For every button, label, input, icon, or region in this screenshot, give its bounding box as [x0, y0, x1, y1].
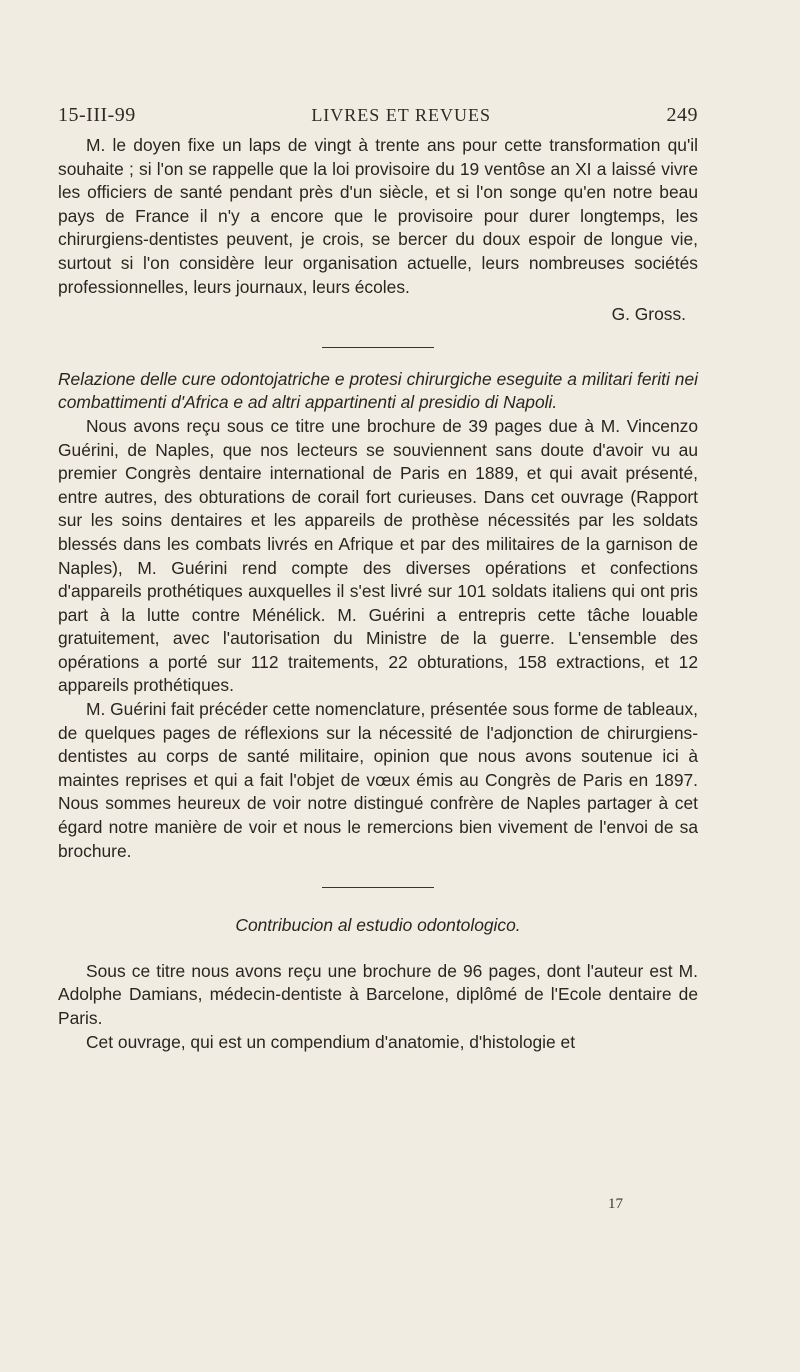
review-title-relazione: Relazione delle cure odontojatriche e protesi chirurgiche eseguite a militari feriti nei combattimenti d'Africa e ad altri appartinenti al presidio di Napoli.: [58, 368, 698, 413]
page-number: 249: [666, 104, 698, 126]
section-divider: [322, 347, 434, 348]
section3-paragraph-1: Sous ce titre nous avons reçu une brochure de 96 pages, dont l'auteur est M. Adolphe Damians, médecin-dentiste à Barcelone, diplômé de l'Ecole dentaire de Paris.: [58, 960, 698, 1028]
section3-paragraph-2: Cet ouvrage, qui est un compendium d'anatomie, d'histologie et: [86, 1031, 576, 1052]
author-signature: G. Gross.: [611, 304, 686, 325]
printer-signature-mark: 17: [608, 1196, 623, 1212]
running-header: [58, 104, 698, 134]
article-body: [58, 134, 698, 1054]
section2-paragraph-1: Nous avons reçu sous ce titre une brochure de 39 pages due à M. Vincenzo Guérini, de Naples, que nos lecteurs se souviennent sans doute d'avoir vu au premier Congrès dentaire international de Paris en 1889, et qui avait présenté, entre autres, des obturations de corail fort curieuses. Dans cet ouvrage (Rapport sur les soins dentaires et les appareils de prothèse nécessités par les soldats blessés dans les combats livrés en Afrique et par des militaires de la garnison de Naples), M. Guérini rend compte des diverses opérations et confections d'appareils prothétiques auxquelles il s'est livré sur 101 soldats italiens qui ont pris part à la lutte contre Ménélick. M. Guérini a entrepris cette tâche louable gratuitement, avec l'autorisation du Ministre de la guerre. L'ensemble des opérations a porté sur 112 traitements, 22 obturations, 158 extractions, et 12 appareils prothétiques.: [58, 415, 698, 696]
section2-paragraph-2: M. Guérini fait précéder cette nomenclature, présentée sous forme de tableaux, de quelques pages de réflexions sur la nécessité de l'adjonction de chirurgiens-dentistes au corps de santé militaire, opinion que nous avons soutenue ici à maintes reprises et qui a fait l'objet de vœux émis au Congrès de Paris en 1897. Nous sommes heureux de voir notre distingué confrère de Naples partager à cet égard notre manière de voir et nous le remercions bien vivement de l'envoi de sa brochure.: [58, 699, 698, 861]
review-title-contribucion: Contribucion al estudio odontologico.: [235, 915, 521, 936]
section1-paragraph: M. le doyen fixe un laps de vingt à trente ans pour cette transformation qu'il souhaite ; si l'on se rappelle que la loi provisoire du 19 ventôse an XI a laissé vivre les officiers de santé pendant près d'un siècle, et si l'on songe qu'en notre beau pays de France il n'y a encore que le provisoire pour durer longtemps, les chirurgiens-dentistes peuvent, je crois, se bercer du doux espoir de longue vie, surtout si l'on considère leur organisation actuelle, leurs nombreuses sociétés professionnelles, leurs journaux, leurs écoles.: [58, 135, 698, 297]
header-date: 15-III-99: [58, 104, 136, 126]
journal-page: [58, 104, 698, 1054]
header-title: LIVRES ET REVUES: [311, 105, 491, 125]
section-divider: [322, 887, 434, 888]
